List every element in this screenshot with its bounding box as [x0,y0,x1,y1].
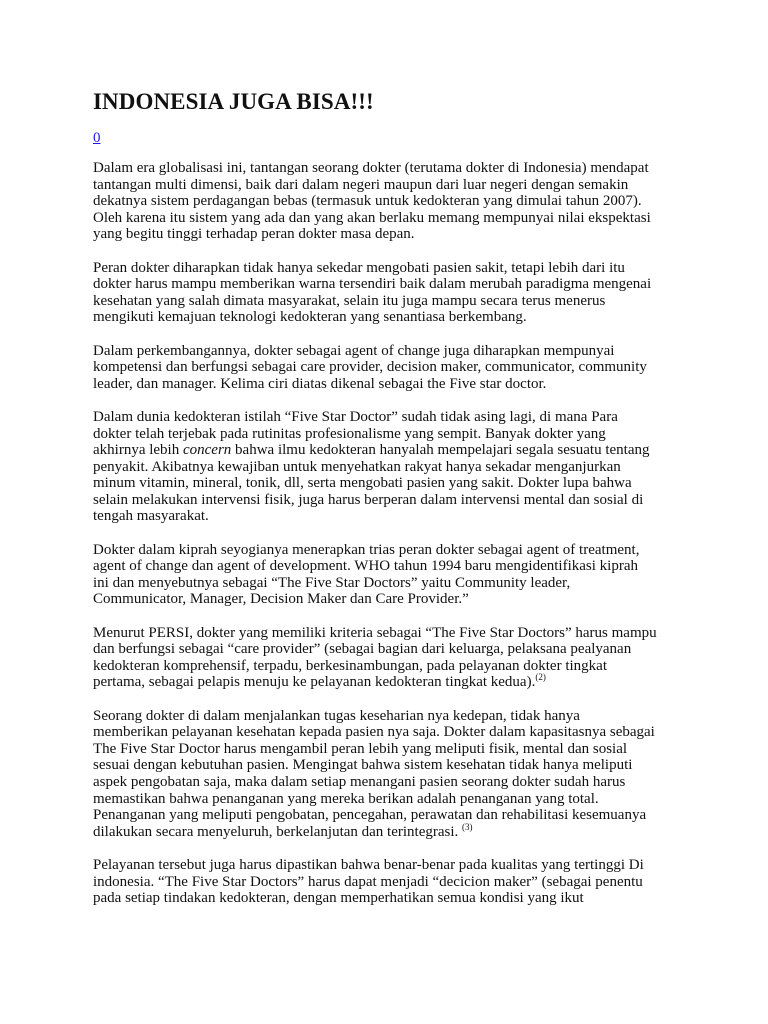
footnote-marker: (2) [535,672,546,683]
paragraph-line: minum vitamin, mineral, tonik, dll, serta mengobati pasien yang sakit. Dokter lupa bahwa [93,475,632,492]
paragraph-line: Penanganan yang meliputi pengobatan, pencegahan, perawatan dan rehabilitasi kesemuanya [93,807,647,824]
paragraph-text: akhirnya lebih [93,442,183,459]
paragraph-line: tengah masyarakat. [93,508,209,525]
paragraph-line: Menurut PERSI, dokter yang memiliki kriteria sebagai “The Five Star Doctors” harus mampu [93,624,657,641]
emphasis-text: concern [182,442,232,459]
paragraph-line: yang begitu tinggi terhadap peran dokter masa depan. [93,226,415,243]
paragraph-line: memberikan pelayanan kesehatan kepada pasien nya saja. Dokter dalam kapasitasnya sebagai [93,724,655,741]
paragraph-line: dokter harus mampu memberikan warna tersendiri baik dalam merubah paradigma mengenai [93,276,652,293]
paragraph-line: Seorang dokter di dalam menjalankan tugas keseharian nya kedepan, tidak hanya [93,707,580,724]
paragraph-line: Communicator, Manager, Decision Maker dan Care Provider.” [93,591,469,608]
paragraph-line: Dalam perkembangannya, dokter sebagai agent of change juga diharapkan mempunyai [93,342,615,359]
paragraph-line: leader, dan manager. Kelima ciri diatas dikenal sebagai the Five star doctor. [93,375,547,392]
paragraph-line: kedokteran komprehensif, terpadu, berkesinambungan, pada pelayanan dokter tingkat [93,657,607,674]
paragraph-line: ini dan menyebutnya sebagai “The Five Star Doctors” yaitu Community leader, [93,574,571,591]
paragraph-line: Peran dokter diharapkan tidak hanya sekedar mengobati pasien sakit, tetapi lebih dari itu [93,259,625,276]
paragraph-line: Pelayanan tersebut juga harus dipastikan bahwa benar-benar pada kualitas yang tertinggi Di [93,856,644,873]
paragraph-line: aspek pengobatan saja, maka dalam setiap menangani pasien seorang dokter sudah harus [93,773,626,790]
paragraph-line: mengikuti kemajuan teknologi kedokteran yang senantiasa berkembang. [93,309,527,326]
paragraph-line-mixed [93,674,707,691]
paragraph-line: indonesia. “The Five Star Doctors” harus dapat menjadi “decicion maker” (sebagai penentu [93,873,643,890]
paragraph-line: agent of change dan agent of development. WHO tahun 1994 baru mengidentifikasi kiprah [93,558,638,575]
footnote-marker: (3) [462,821,473,832]
paragraph-line: sesuai dengan kebutuhan pasien. Mengingat bahwa sistem kesehatan tidak hanya meliputi [93,757,633,774]
paragraph-line: Dalam era globalisasi ini, tantangan seorang dokter (terutama dokter di Indonesia) mendapat [93,160,649,176]
paragraph-line: The Five Star Doctor harus mengambil peran lebih yang meliputi fisik, mental dan sosial [93,740,628,757]
document-page [93,88,707,923]
paragraph-line: selain melakukan intervensi fisik, juga harus berperan dalam intervensi mental dan sosial di [93,491,644,508]
paragraph-6 [93,625,707,691]
paragraph-line: pada setiap tindakan kedokteran, dengan memperhatikan semua kondisi yang ikut [93,890,584,907]
paragraph-text: bahwa ilmu kedokteran hanyalah mempelajari segala sesuatu tentang [231,442,650,459]
paragraph-text: pertama, sebagai pelapis menuju ke pelayanan kedokteran tingkat kedua). [93,674,536,691]
paragraph-5 [93,542,707,608]
paragraph-line: memastikan bahwa penanganan yang mereka berikan adalah penanganan yang total. [93,790,599,807]
paragraph-3 [93,343,707,393]
paragraph-line: dokter telah terjebak pada rutinitas profesionalisme yang sempit. Banyak dokter yang [93,425,606,442]
paragraph-line: Dokter dalam kiprah seyogianya menerapkan trias peran dokter sebagai agent of treatment, [93,541,640,558]
paragraph-line: Oleh karena itu sistem yang ada dan yang akan berlaku memang mempunyai nilai ekspektasi [93,209,651,226]
paragraph-line: tantangan multi dimensi, baik dari dalam negeri maupun dari luar negeri dengan semakin [93,176,629,193]
paragraph-line: dan berfungsi sebagai “care provider” (sebagai bagian dari keluarga, pelaksana pealyanan [93,641,632,658]
paragraph-line: penyakit. Akibatnya kewajiban untuk menyehatkan rakyat hanya sekadar menganjurkan [93,458,621,475]
document-title: INDONESIA JUGA BISA!!! [93,89,374,114]
paragraph-line: kompetensi dan berfungsi sebagai care provider, decision maker, communicator, community [93,359,647,376]
paragraph-line-mixed [93,821,707,841]
paragraph-7 [93,708,707,841]
paragraph-line-mixed [93,442,707,459]
paragraph-text: dilakukan secara menyeluruh, berkelanjutan dan terintegrasi. [93,823,463,840]
paragraph-1 [93,160,707,243]
paragraph-8 [93,857,707,907]
paragraph-line: kesehatan yang salah dimata masyarakat, selain itu juga mampu secara terus menerus [93,292,606,309]
paragraph-2 [93,260,707,326]
paragraph-line: dekatnya sistem perdagangan bebas (termasuk untuk kedokteran yang dimulai tahun 2007). [93,193,642,210]
paragraph-line: Dalam dunia kedokteran istilah “Five Star Doctor” sudah tidak asing lagi, di mana Para [93,408,618,425]
document-link[interactable]: 0 [93,130,101,146]
paragraph-4 [93,409,707,525]
